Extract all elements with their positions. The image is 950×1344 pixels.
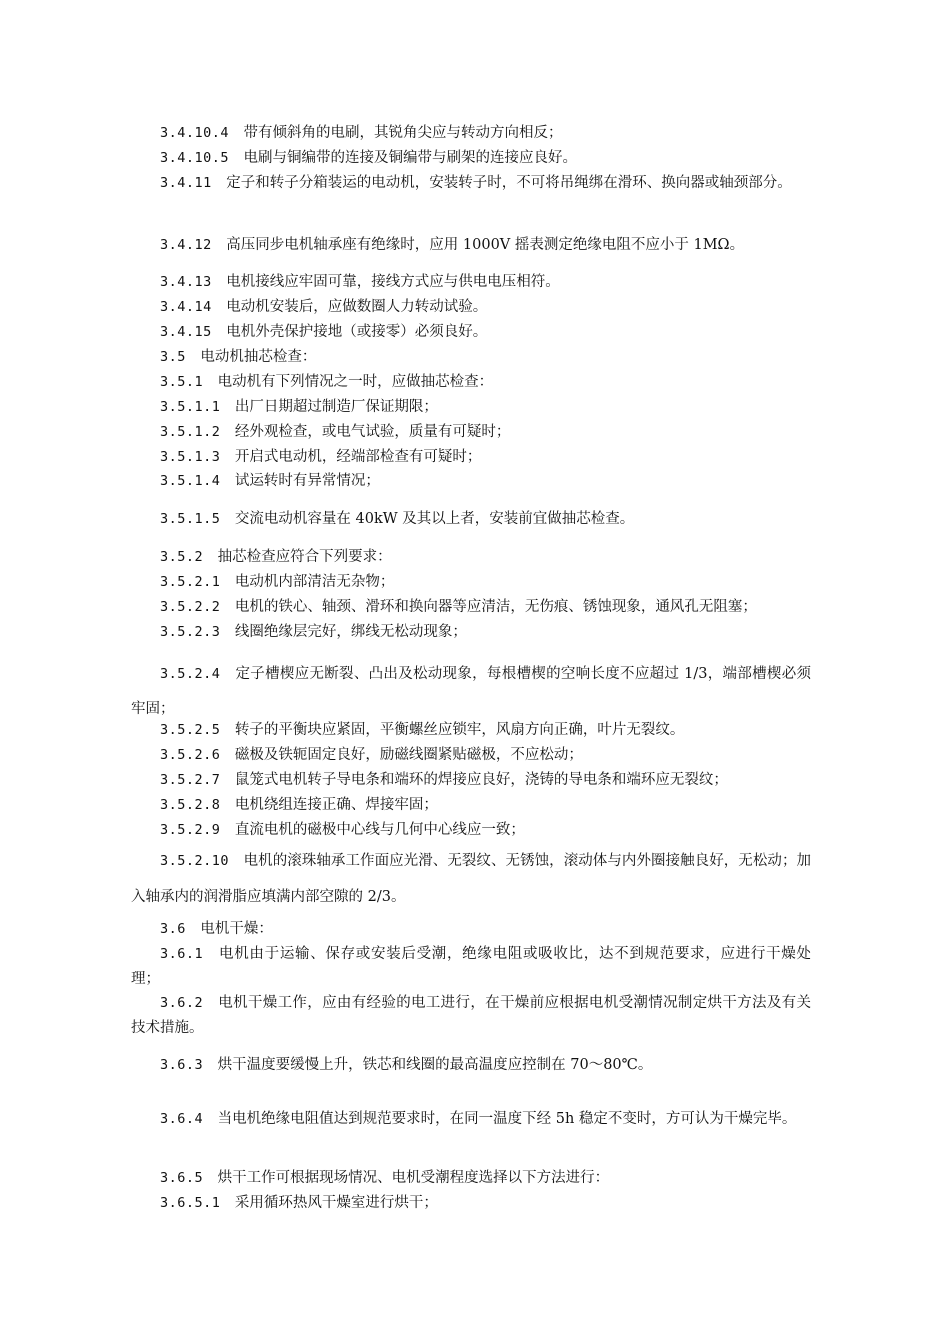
clause-text: 出厂日期超过制造厂保证期限； xyxy=(220,399,438,415)
paragraph xyxy=(131,793,811,818)
paragraph xyxy=(131,420,811,445)
clause-text: 交流电动机容量在 40kW 及其以上者，安装前宜做抽芯检查。 xyxy=(220,511,635,527)
paragraph xyxy=(131,146,811,171)
paragraph xyxy=(131,1101,811,1137)
paragraph xyxy=(131,718,811,743)
clause-text: 电机干燥工作，应由有经验的电工进行，在干燥前应根据电机受潮情况制定烘干方法及有关技术措施。 xyxy=(131,995,811,1036)
clause-number: 3.4.12 xyxy=(160,237,212,253)
clause-text: 定子和转子分箱装运的电动机，安装转子时，不可将吊绳绑在滑环、换向器或轴颈部分。 xyxy=(211,175,792,191)
paragraph xyxy=(131,320,811,345)
paragraph xyxy=(131,345,811,370)
clause-number: 3.6.4 xyxy=(160,1111,204,1127)
paragraph xyxy=(131,570,811,595)
clause-number: 3.6 xyxy=(160,921,186,937)
clause-number: 3.5.1.5 xyxy=(160,511,221,527)
clause-number: 3.5.2.3 xyxy=(160,624,221,640)
clause-text: 电机由于运输、保存或安装后受潮，绝缘电阻或吸收比，达不到规范要求，应进行干燥处理； xyxy=(131,946,811,987)
clause-number: 3.5.2.7 xyxy=(160,772,221,788)
clause-text: 烘干工作可根据现场情况、电机受潮程度选择以下方法进行： xyxy=(203,1170,610,1186)
clause-text: 开启式电动机，经端部检查有可疑时； xyxy=(220,449,482,465)
clause-text: 试运转时有异常情况； xyxy=(220,473,380,489)
clause-text: 电机外壳保护接地（或接零）必须良好。 xyxy=(211,324,488,340)
paragraph xyxy=(131,171,811,196)
clause-number: 3.4.15 xyxy=(160,324,212,340)
clause-number: 3.5.2.1 xyxy=(160,574,221,590)
clause-text: 经外观检查，或电气试验，质量有可疑时； xyxy=(220,424,511,440)
clause-text: 线圈绝缘层完好，绑线无松动现象； xyxy=(220,624,467,640)
paragraph xyxy=(131,121,811,146)
clause-number: 3.5.1.2 xyxy=(160,424,221,440)
clause-text: 采用循环热风干燥室进行烘干； xyxy=(220,1195,438,1211)
clause-number: 3.5.1.4 xyxy=(160,473,221,489)
paragraph xyxy=(131,469,811,494)
clause-text: 高压同步电机轴承座有绝缘时，应用 1000V 摇表测定绝缘电阻不应小于 1MΩ。 xyxy=(211,237,745,253)
paragraph xyxy=(131,942,811,991)
clause-text: 电机干燥： xyxy=(185,921,273,937)
clause-text: 鼠笼式电机转子导电条和端环的焊接应良好，浇铸的导电条和端环应无裂纹； xyxy=(220,772,728,788)
clause-text: 电动机安装后，应做数圈人力转动试验。 xyxy=(211,299,488,315)
clause-number: 3.6.2 xyxy=(160,995,204,1011)
clause-text: 当电机绝缘电阻值达到规范要求时，在同一温度下经 5h 稳定不变时，方可认为干燥完毕。 xyxy=(203,1111,797,1127)
paragraph xyxy=(131,445,811,470)
clause-text: 电动机抽芯检查： xyxy=(185,349,317,365)
paragraph xyxy=(131,295,811,320)
clause-number: 3.5.2.8 xyxy=(160,797,221,813)
clause-number: 3.5.2.5 xyxy=(160,722,221,738)
clause-number: 3.5.2.9 xyxy=(160,822,221,838)
paragraph xyxy=(131,370,811,395)
clause-text: 抽芯检查应符合下列要求： xyxy=(203,549,392,565)
clause-number: 3.6.3 xyxy=(160,1057,204,1073)
clause-number: 3.5.2.10 xyxy=(160,853,230,869)
clause-text: 带有倾斜角的电刷，其锐角尖应与转动方向相反； xyxy=(229,125,563,141)
paragraph xyxy=(131,1166,811,1191)
clause-text: 定子槽楔应无断裂、凸出及松动现象，每根槽楔的空响长度不应超过 1/3，端部槽楔必须牢固； xyxy=(131,666,811,717)
clause-text: 直流电机的磁极中心线与几何中心线应一致； xyxy=(220,822,525,838)
clause-number: 3.5.1.1 xyxy=(160,399,221,415)
clause-number: 3.5 xyxy=(160,349,186,365)
clause-number: 3.4.10.4 xyxy=(160,125,230,141)
paragraph xyxy=(131,843,811,915)
clause-number: 3.6.5.1 xyxy=(160,1195,221,1211)
clause-text: 磁极及铁轭固定良好，励磁线圈紧贴磁极，不应松动； xyxy=(220,747,583,763)
clause-text: 电机接线应牢固可靠，接线方式应与供电电压相符。 xyxy=(211,274,560,290)
paragraph xyxy=(131,818,811,843)
clause-text: 电机的滚珠轴承工作面应光滑、无裂纹、无锈蚀，滚动体与内外圈接触良好，无松动；加入轴承内的润滑脂应填满内部空隙的 2/3。 xyxy=(131,853,811,905)
clause-number: 3.5.1.3 xyxy=(160,449,221,465)
clause-number: 3.5.2.2 xyxy=(160,599,221,615)
paragraph xyxy=(131,507,811,532)
paragraph xyxy=(131,743,811,768)
clause-text: 电机绕组连接正确、焊接牢固； xyxy=(220,797,438,813)
clause-number: 3.4.10.5 xyxy=(160,150,230,166)
clause-number: 3.5.2 xyxy=(160,549,204,565)
paragraph xyxy=(131,233,811,258)
paragraph xyxy=(131,768,811,793)
paragraph xyxy=(131,270,811,295)
paragraph xyxy=(131,545,811,570)
clause-text: 转子的平衡块应紧固，平衡螺丝应锁牢，风扇方向正确，叶片无裂纹。 xyxy=(220,722,685,738)
clause-text: 电动机有下列情况之一时，应做抽芯检查： xyxy=(203,374,494,390)
paragraph xyxy=(131,1053,811,1078)
clause-number: 3.5.1 xyxy=(160,374,204,390)
paragraph xyxy=(131,1191,811,1216)
clause-text: 电刷与铜编带的连接及铜编带与刷架的连接应良好。 xyxy=(229,150,578,166)
paragraph xyxy=(131,991,811,1040)
clause-number: 3.5.2.6 xyxy=(160,747,221,763)
clause-number: 3.5.2.4 xyxy=(160,666,221,682)
clause-number: 3.4.11 xyxy=(160,175,212,191)
clause-number: 3.6.1 xyxy=(160,946,204,962)
paragraph xyxy=(131,595,811,620)
paragraph xyxy=(131,657,811,727)
paragraph xyxy=(131,395,811,420)
clause-text: 烘干温度要缓慢上升，铁芯和线圈的最高温度应控制在 70～80℃。 xyxy=(203,1057,653,1073)
clause-number: 3.4.14 xyxy=(160,299,212,315)
clause-number: 3.4.13 xyxy=(160,274,212,290)
clause-text: 电动机内部清洁无杂物； xyxy=(220,574,395,590)
clause-text: 电机的铁心、轴颈、滑环和换向器等应清洁，无伤痕、锈蚀现象，通风孔无阻塞； xyxy=(220,599,757,615)
paragraph xyxy=(131,917,811,942)
paragraph xyxy=(131,620,811,645)
clause-number: 3.6.5 xyxy=(160,1170,204,1186)
